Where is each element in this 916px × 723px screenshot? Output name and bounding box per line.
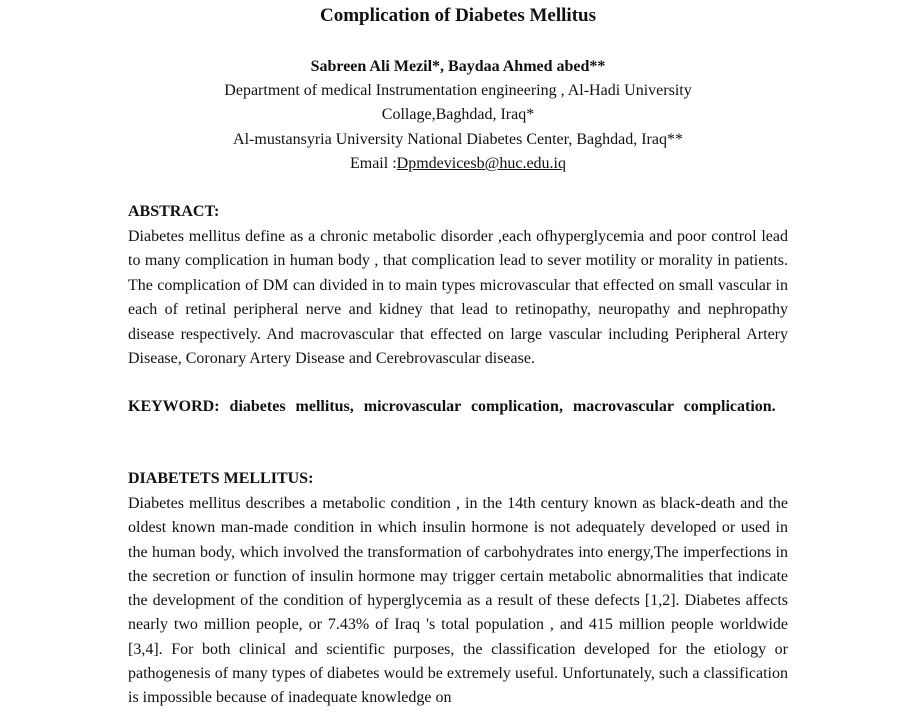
section-paragraph-diabetes-mellitus: Diabetes mellitus describes a metabolic condition , in the 14th century known as black-death and the oldest known man-made condition in which insulin hormone is not adequately developed or used in the human body, which involved the transformation of carbohydrates into energy,The imperfections in the secretion or function of insulin hormone may trigger certain metabolic abnormalities that indicate the development of the condition of hyperglycemia as a result of these defects [1,2]. Diabetes affects nearly two million people, or 7.43% of Iraq 's total population , and 415 million people worldwide [3,4]. For both clinical and scientific purposes, the classification developed for the etiology or pathogenesis of many types of diabetes would be extremely useful. Unfortunately, such a classification is impossible because of inadequate knowledge on (128, 495, 788, 707)
abstract-paragraph: Diabetes mellitus define as a chronic metabolic disorder ,each ofhyperglycemia and poor control lead to many complication in human body , that complication lead to sever motility or morality in patients. The complication of DM can divided in to main types microvascular that effected on small vascular in each of retinal peripheral nerve and kidney that lead to retinopathy, neuropathy and nephropathy disease respectively. And macrovascular that effected on large vascular including Peripheral Artery Disease, Coronary Artery Disease and Cerebrovascular disease. (128, 228, 788, 368)
affiliation-line-3: Al-mustansyria University National Diabetes Center, Baghdad, Iraq** (233, 131, 683, 148)
keyword-paragraph: KEYWORD: diabetes mellitus, microvascular complication, macrovascular complication. (128, 398, 776, 415)
email-link[interactable]: Dpmdevicesb@huc.edu.iq (396, 155, 566, 172)
email-label: Email : (349, 155, 397, 172)
abstract-heading: ABSTRACT: (128, 203, 220, 220)
paper-title: Complication of Diabetes Mellitus (319, 5, 596, 26)
email-line (0, 153, 916, 175)
author-list: Sabreen Ali Mezil*, Baydaa Ahmed abed** (310, 58, 606, 75)
section-heading-diabetes-mellitus: DIABETETS MELLITUS: (128, 470, 314, 487)
affiliation-line-1: Department of medical Instrumentation engineering , Al-Hadi University (224, 82, 692, 99)
affiliation-line-2: Collage,Baghdad, Iraq* (381, 106, 535, 123)
